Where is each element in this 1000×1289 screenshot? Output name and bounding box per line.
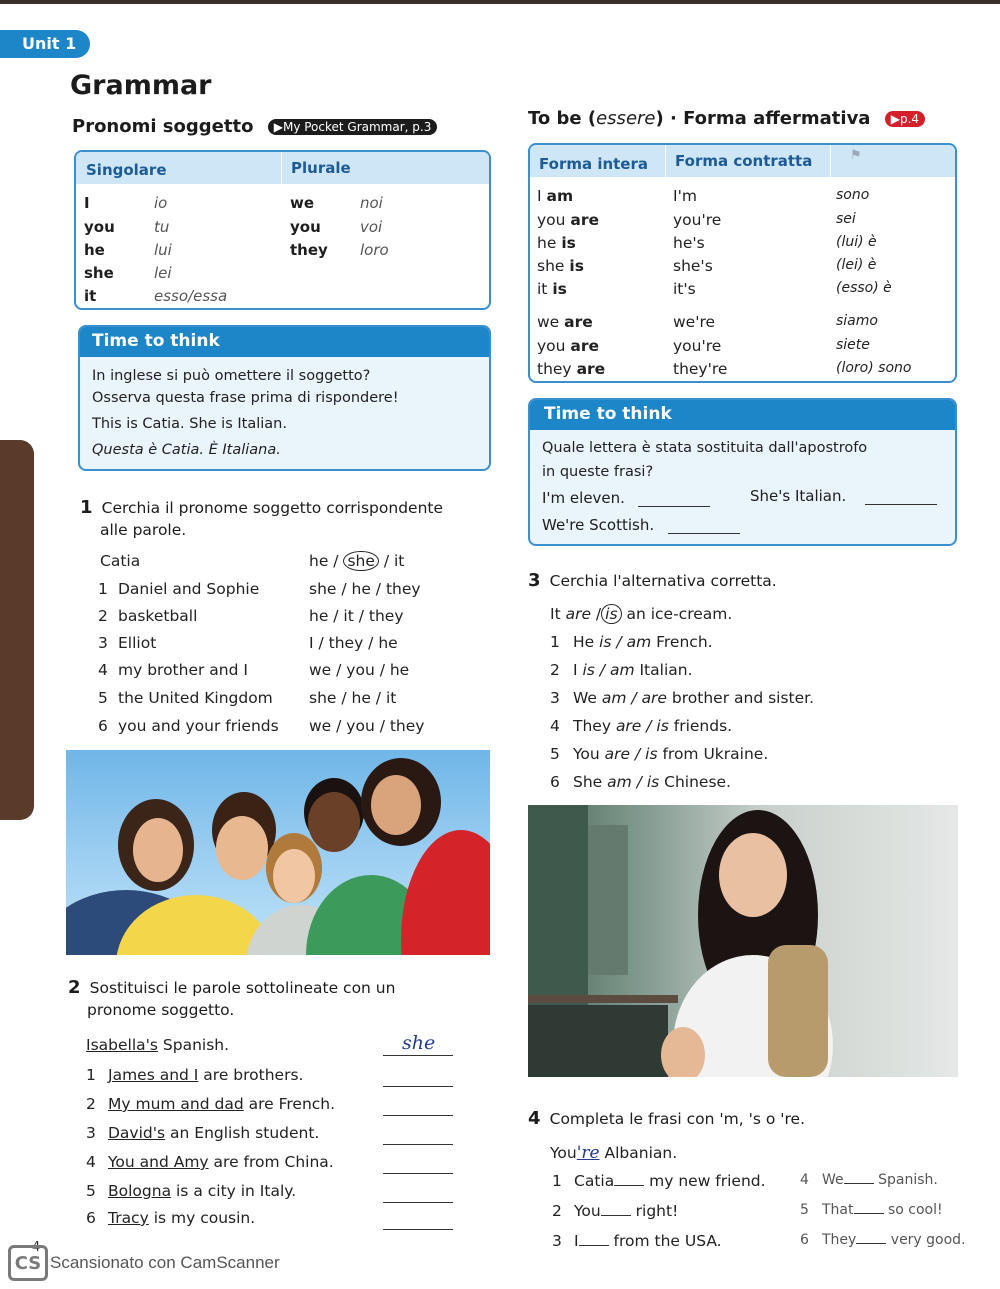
ex3-example-b: are <box>565 605 591 623</box>
ex2-example-answer: she <box>402 1032 436 1054</box>
exercise-2-number: 2 <box>68 977 81 998</box>
exercise-4-heading <box>528 1108 805 1130</box>
ex2-item-number: 2 <box>86 1095 96 1113</box>
ex3-item-rest: brother and sister. <box>666 689 815 707</box>
ex3-item-options[interactable]: are / is <box>615 717 669 735</box>
ex3-item-rest: friends. <box>668 717 733 735</box>
tobe-full-8 <box>537 360 605 378</box>
ex2-item-sentence <box>108 1153 334 1171</box>
pronouns-heading <box>72 116 437 137</box>
ex3-item-sentence <box>573 773 731 791</box>
ex4-item-subject: That <box>822 1202 854 1218</box>
ex4-item-blank[interactable] <box>856 1243 886 1244</box>
tobe-table-header <box>530 145 955 177</box>
ex4-item-rest: from the USA. <box>608 1232 722 1250</box>
ex2-item-sentence <box>108 1209 255 1227</box>
sg-it-1: io <box>154 194 168 212</box>
ex3-item-rest: from Ukraine. <box>657 745 769 763</box>
exercise-1-number: 1 <box>80 497 93 518</box>
ex3-example-e: an ice-cream. <box>621 605 733 623</box>
tobe-short-5: it's <box>673 280 696 298</box>
sg-en-2: you <box>84 218 115 236</box>
ex1-item-options: he / it / they <box>309 607 404 625</box>
ex4-item-blank[interactable] <box>579 1245 609 1246</box>
ex3-item-subject: They <box>573 717 616 735</box>
ex3-example-c: / <box>591 605 602 623</box>
tobe-italian-6: siamo <box>836 313 878 329</box>
tobe-subject: they <box>537 360 572 378</box>
sg-en-1: I <box>84 194 90 212</box>
tobe-subject: we <box>537 313 560 331</box>
ex4-item-rest: so cool! <box>883 1202 943 1218</box>
ex2-example-underlined: Isabella's <box>86 1036 158 1054</box>
pl-it-1: noi <box>360 194 383 212</box>
ex2-item-underlined: Bologna <box>108 1182 172 1200</box>
ex4-item-number: 1 <box>552 1172 562 1190</box>
tobe-short-4: she's <box>673 257 713 275</box>
ex3-item-rest: Chinese. <box>659 773 731 791</box>
ex1-item-number: 1 <box>98 580 108 598</box>
ex4-item-rest: my new friend. <box>644 1172 766 1190</box>
ex2-item-sentence <box>108 1124 319 1142</box>
tobe-subject: it <box>537 280 548 298</box>
tobe-subject: he <box>537 234 557 252</box>
girl-photo-illustration <box>528 805 958 1077</box>
tobe-full-5 <box>537 280 567 298</box>
ex2-item-rest: is my cousin. <box>148 1209 256 1227</box>
ex2-example-rest: Spanish. <box>157 1036 230 1054</box>
tobe-italian-1: sono <box>836 187 870 203</box>
ex2-item-underlined: Tracy <box>108 1209 149 1227</box>
tobe-subject: you <box>537 211 566 229</box>
pronouns-heading-text: Pronomi soggetto <box>72 116 254 137</box>
tobe-italian-8: (loro) sono <box>836 360 912 376</box>
tobe-heading-it: essere <box>596 108 656 129</box>
sg-en-4: she <box>84 264 114 282</box>
ex1-item-options: we / you / he <box>309 661 410 679</box>
ex4-item-rest: very good. <box>886 1232 966 1248</box>
think1-line-1: In inglese si può omettere il soggetto? <box>92 368 371 384</box>
ex4-item-subject: You <box>574 1202 601 1220</box>
ex2-item-number: 3 <box>86 1124 96 1142</box>
ex2-example-blank <box>383 1055 453 1056</box>
tobe-subject: I <box>537 187 542 205</box>
ex1-item-options: she / he / it <box>309 689 397 707</box>
ex4-example-b: Albanian. <box>599 1144 678 1162</box>
tobe-short-2: you're <box>673 211 722 229</box>
tobe-full-1 <box>537 187 573 205</box>
ex3-item-options[interactable]: is / am <box>599 633 652 651</box>
tobe-subject: she <box>537 257 565 275</box>
tobe-verb: is <box>552 280 567 298</box>
ex3-item-options[interactable]: is / am <box>582 661 635 679</box>
ex4-item-subject: I <box>574 1232 579 1250</box>
ex1-item-number: 6 <box>98 717 108 735</box>
ex4-item-number: 4 <box>800 1172 809 1188</box>
sg-en-5: it <box>84 287 97 305</box>
page-title: Grammar <box>70 70 212 101</box>
ex4-item-number: 3 <box>552 1232 562 1250</box>
ex3-example <box>550 605 732 623</box>
time-to-think-heading-1: Time to think <box>80 327 489 357</box>
col-plural: Plurale <box>291 159 351 177</box>
ex3-item-subject: You <box>573 745 605 763</box>
ex1-item-options: she / he / they <box>309 580 421 598</box>
ex4-item-subject: Catia <box>574 1172 615 1190</box>
ex3-item-subject: We <box>573 689 602 707</box>
ex4-item-sentence <box>574 1232 722 1250</box>
ex1-item-options: I / they / he <box>309 634 398 652</box>
think2-line-1: Quale lettera è stata sostituita dall'apostrofo <box>542 440 868 456</box>
tobe-italian-7: siete <box>836 337 870 353</box>
ex3-item-rest: Italian. <box>634 661 693 679</box>
tobe-italian-3: (lui) è <box>836 234 877 250</box>
camscanner-footer <box>8 1243 280 1283</box>
ex1-item-word: basketball <box>118 607 198 625</box>
photo-group-of-friends <box>66 750 490 955</box>
pl-it-3: loro <box>360 241 389 259</box>
ex1-item-options: we / you / they <box>309 717 425 735</box>
page-number: 4 <box>32 1240 41 1255</box>
ex4-example-answer: 're <box>576 1143 600 1163</box>
exercise-3-title: Cerchia l'alternativa corretta. <box>549 572 777 590</box>
ex2-item-underlined: You and Amy <box>108 1153 209 1171</box>
exercise-4-title: Completa le frasi con 'm, 's o 're. <box>549 1110 806 1128</box>
ex2-item-number: 6 <box>86 1209 96 1227</box>
ex2-answer-blank[interactable] <box>383 1086 453 1087</box>
ex4-item-blank[interactable] <box>854 1213 884 1214</box>
italian-flag-icon: ⚑ <box>850 148 862 163</box>
ex3-item-number: 6 <box>550 773 560 791</box>
ex4-item-blank[interactable] <box>614 1185 644 1186</box>
tobe-short-6: we're <box>673 313 716 331</box>
ex3-example-circled: is <box>601 604 621 624</box>
ex2-item-number: 1 <box>86 1066 96 1084</box>
ex1-item-word: Daniel and Sophie <box>118 580 260 598</box>
ex1-example-options <box>309 552 404 570</box>
ex2-item-underlined: My mum and dad <box>108 1095 244 1113</box>
ex2-item-rest: are brothers. <box>198 1066 304 1084</box>
ex4-item-number: 5 <box>800 1202 809 1218</box>
ex4-item-rest: Spanish. <box>873 1172 938 1188</box>
ex3-example-a: It <box>550 605 566 623</box>
ex3-item-subject: I <box>573 661 583 679</box>
ex2-answer-blank[interactable] <box>383 1173 453 1174</box>
ex2-item-rest: is a city in Italy. <box>171 1182 297 1200</box>
ex3-item-number: 4 <box>550 717 560 735</box>
ex2-item-rest: are French. <box>243 1095 336 1113</box>
exercise-2-heading <box>68 977 488 1021</box>
sg-it-4: lei <box>154 264 172 282</box>
tobe-italian-2: sei <box>836 211 856 227</box>
ex2-item-sentence <box>108 1066 303 1084</box>
time-to-think-box-1 <box>78 325 491 471</box>
ex1-example-word: Catia <box>100 552 141 570</box>
col-short-form: Forma contratta <box>675 152 813 170</box>
ex2-example-sentence <box>86 1036 229 1054</box>
tobe-page-pill: ▶p.4 <box>885 111 925 127</box>
ex3-item-number: 1 <box>550 633 560 651</box>
exercise-2-title-1: Sostituisci le parole sottolineate con un <box>89 979 396 997</box>
ex3-item-sentence <box>573 661 693 679</box>
exercise-3-number: 3 <box>528 570 541 591</box>
photo-girl-with-backpack <box>528 805 958 1077</box>
ex3-item-number: 5 <box>550 745 560 763</box>
tobe-heading-a: To be ( <box>528 108 597 129</box>
think2-blank-2[interactable] <box>865 504 937 505</box>
ex2-item-number: 5 <box>86 1182 96 1200</box>
tobe-short-7: you're <box>673 337 722 355</box>
think2-sentence-1: I'm eleven. <box>542 489 625 507</box>
ex1-item-number: 3 <box>98 634 108 652</box>
camscanner-text: Scansionato con CamScanner <box>50 1253 280 1272</box>
tobe-verb: are <box>564 313 593 331</box>
ex1-example-opt-c: / it <box>383 552 405 570</box>
sg-it-3: lui <box>154 241 172 259</box>
tobe-italian-5: (esso) è <box>836 280 892 296</box>
ex2-answer-blank[interactable] <box>383 1115 453 1116</box>
ex1-item-number: 5 <box>98 689 108 707</box>
ex1-example-opt-a: he / <box>309 552 339 570</box>
tobe-italian-4: (lei) è <box>836 257 877 273</box>
unit-badge: Unit 1 <box>0 30 90 58</box>
tobe-verb: am <box>546 187 574 205</box>
exercise-1-title-2: alle parole. <box>100 521 187 539</box>
ex1-item-word: you and your friends <box>118 717 279 735</box>
tobe-verb: are <box>570 337 600 355</box>
sg-en-3: he <box>84 241 105 259</box>
ex1-item-number: 2 <box>98 607 108 625</box>
scan-top-edge <box>0 0 1000 4</box>
ex1-item-word: the United Kingdom <box>118 689 273 707</box>
ex3-item-sentence <box>573 689 814 707</box>
ex4-item-sentence <box>574 1172 766 1190</box>
tobe-verb: are <box>576 360 606 378</box>
ex3-item-options[interactable]: are / is <box>604 745 658 763</box>
ex4-item-sentence <box>822 1172 938 1188</box>
ex4-item-rest: right! <box>630 1202 679 1220</box>
sg-it-2: tu <box>154 218 170 236</box>
tobe-full-3 <box>537 234 576 252</box>
ex2-item-underlined: James and I <box>108 1066 199 1084</box>
pl-en-1: we <box>290 194 315 212</box>
tobe-short-1: I'm <box>673 187 697 205</box>
ex2-item-rest: are from China. <box>208 1153 334 1171</box>
tobe-verb: is <box>569 257 584 275</box>
tobe-heading <box>528 108 925 129</box>
group-photo-illustration <box>66 750 490 955</box>
ex1-item-word: my brother and I <box>118 661 248 679</box>
ex2-item-number: 4 <box>86 1153 96 1171</box>
ex4-example-a: You <box>550 1144 577 1162</box>
col-singular: Singolare <box>86 161 167 179</box>
ex2-item-sentence <box>108 1095 335 1113</box>
tobe-heading-b: ) · Forma affermativa <box>655 108 871 129</box>
ex1-example-circled: she <box>343 551 378 571</box>
ex3-item-sentence <box>573 633 713 651</box>
tobe-full-4 <box>537 257 584 275</box>
exercise-4-number: 4 <box>528 1108 541 1129</box>
ex3-item-subject: He <box>573 633 600 651</box>
think1-line-2: Osserva questa frase prima di rispondere! <box>92 390 399 406</box>
ex2-answer-blank[interactable] <box>383 1144 453 1145</box>
think1-line-4: Questa è Catia. È Italiana. <box>92 442 281 458</box>
think1-line-3: This is Catia. She is Italian. <box>92 416 287 432</box>
ex3-item-options[interactable]: am / are <box>601 689 667 707</box>
ex4-item-sentence <box>574 1202 678 1220</box>
ex4-item-blank[interactable] <box>844 1183 874 1184</box>
tobe-full-7 <box>537 337 599 355</box>
ex4-item-subject: They <box>822 1232 857 1248</box>
think2-sentence-2: She's Italian. <box>750 487 847 505</box>
ex4-item-number: 6 <box>800 1232 809 1248</box>
tobe-verb: is <box>561 234 576 252</box>
tobe-subject: you <box>537 337 566 355</box>
scan-left-edge <box>0 440 34 820</box>
think2-blank-3[interactable] <box>668 533 740 534</box>
ex2-item-rest: an English student. <box>165 1124 320 1142</box>
tobe-short-8: they're <box>673 360 728 378</box>
pronouns-table <box>74 150 491 310</box>
ex3-item-subject: She <box>573 773 608 791</box>
ex3-item-sentence <box>573 745 768 763</box>
col-full-form: Forma intera <box>539 155 648 173</box>
exercise-1-heading <box>80 497 500 541</box>
pl-en-3: they <box>290 241 328 259</box>
camscanner-logo-icon: CS <box>8 1245 48 1281</box>
pronouns-table-header <box>76 152 489 184</box>
tobe-full-6 <box>537 313 593 331</box>
ex4-item-sentence <box>822 1232 966 1248</box>
think2-line-2: in queste frasi? <box>542 464 654 480</box>
pl-en-2: you <box>290 218 321 236</box>
ex3-item-options[interactable]: am / is <box>607 773 660 791</box>
tobe-verb: are <box>570 211 600 229</box>
tobe-full-2 <box>537 211 599 229</box>
ex4-item-sentence <box>822 1202 943 1218</box>
tobe-short-3: he's <box>673 234 705 252</box>
ex2-item-sentence <box>108 1182 296 1200</box>
ex3-item-number: 2 <box>550 661 560 679</box>
exercise-2-title-2: pronome soggetto. <box>87 1001 235 1019</box>
ex4-item-subject: We <box>822 1172 844 1188</box>
time-to-think-heading-2: Time to think <box>530 400 955 430</box>
ex1-item-number: 4 <box>98 661 108 679</box>
think2-blank-1[interactable] <box>638 506 710 507</box>
ex4-item-number: 2 <box>552 1202 562 1220</box>
ex3-item-sentence <box>573 717 732 735</box>
exercise-3-heading <box>528 570 777 592</box>
think2-sentence-3: We're Scottish. <box>542 516 655 534</box>
ex2-answer-blank[interactable] <box>383 1229 453 1230</box>
time-to-think-box-2 <box>528 398 957 546</box>
ex4-item-blank[interactable] <box>601 1215 631 1216</box>
ex3-item-number: 3 <box>550 689 560 707</box>
ex2-item-underlined: David's <box>108 1124 166 1142</box>
ex3-item-rest: French. <box>651 633 713 651</box>
ex2-answer-blank[interactable] <box>383 1202 453 1203</box>
sg-it-5: esso/essa <box>154 287 228 305</box>
pl-it-2: voi <box>360 218 383 236</box>
ex1-item-word: Elliot <box>118 634 157 652</box>
exercise-1-title-1: Cerchia il pronome soggetto corrispondente <box>101 499 444 517</box>
pocket-grammar-pill: ▶My Pocket Grammar, p.3 <box>268 119 438 135</box>
ex4-example <box>550 1143 677 1163</box>
